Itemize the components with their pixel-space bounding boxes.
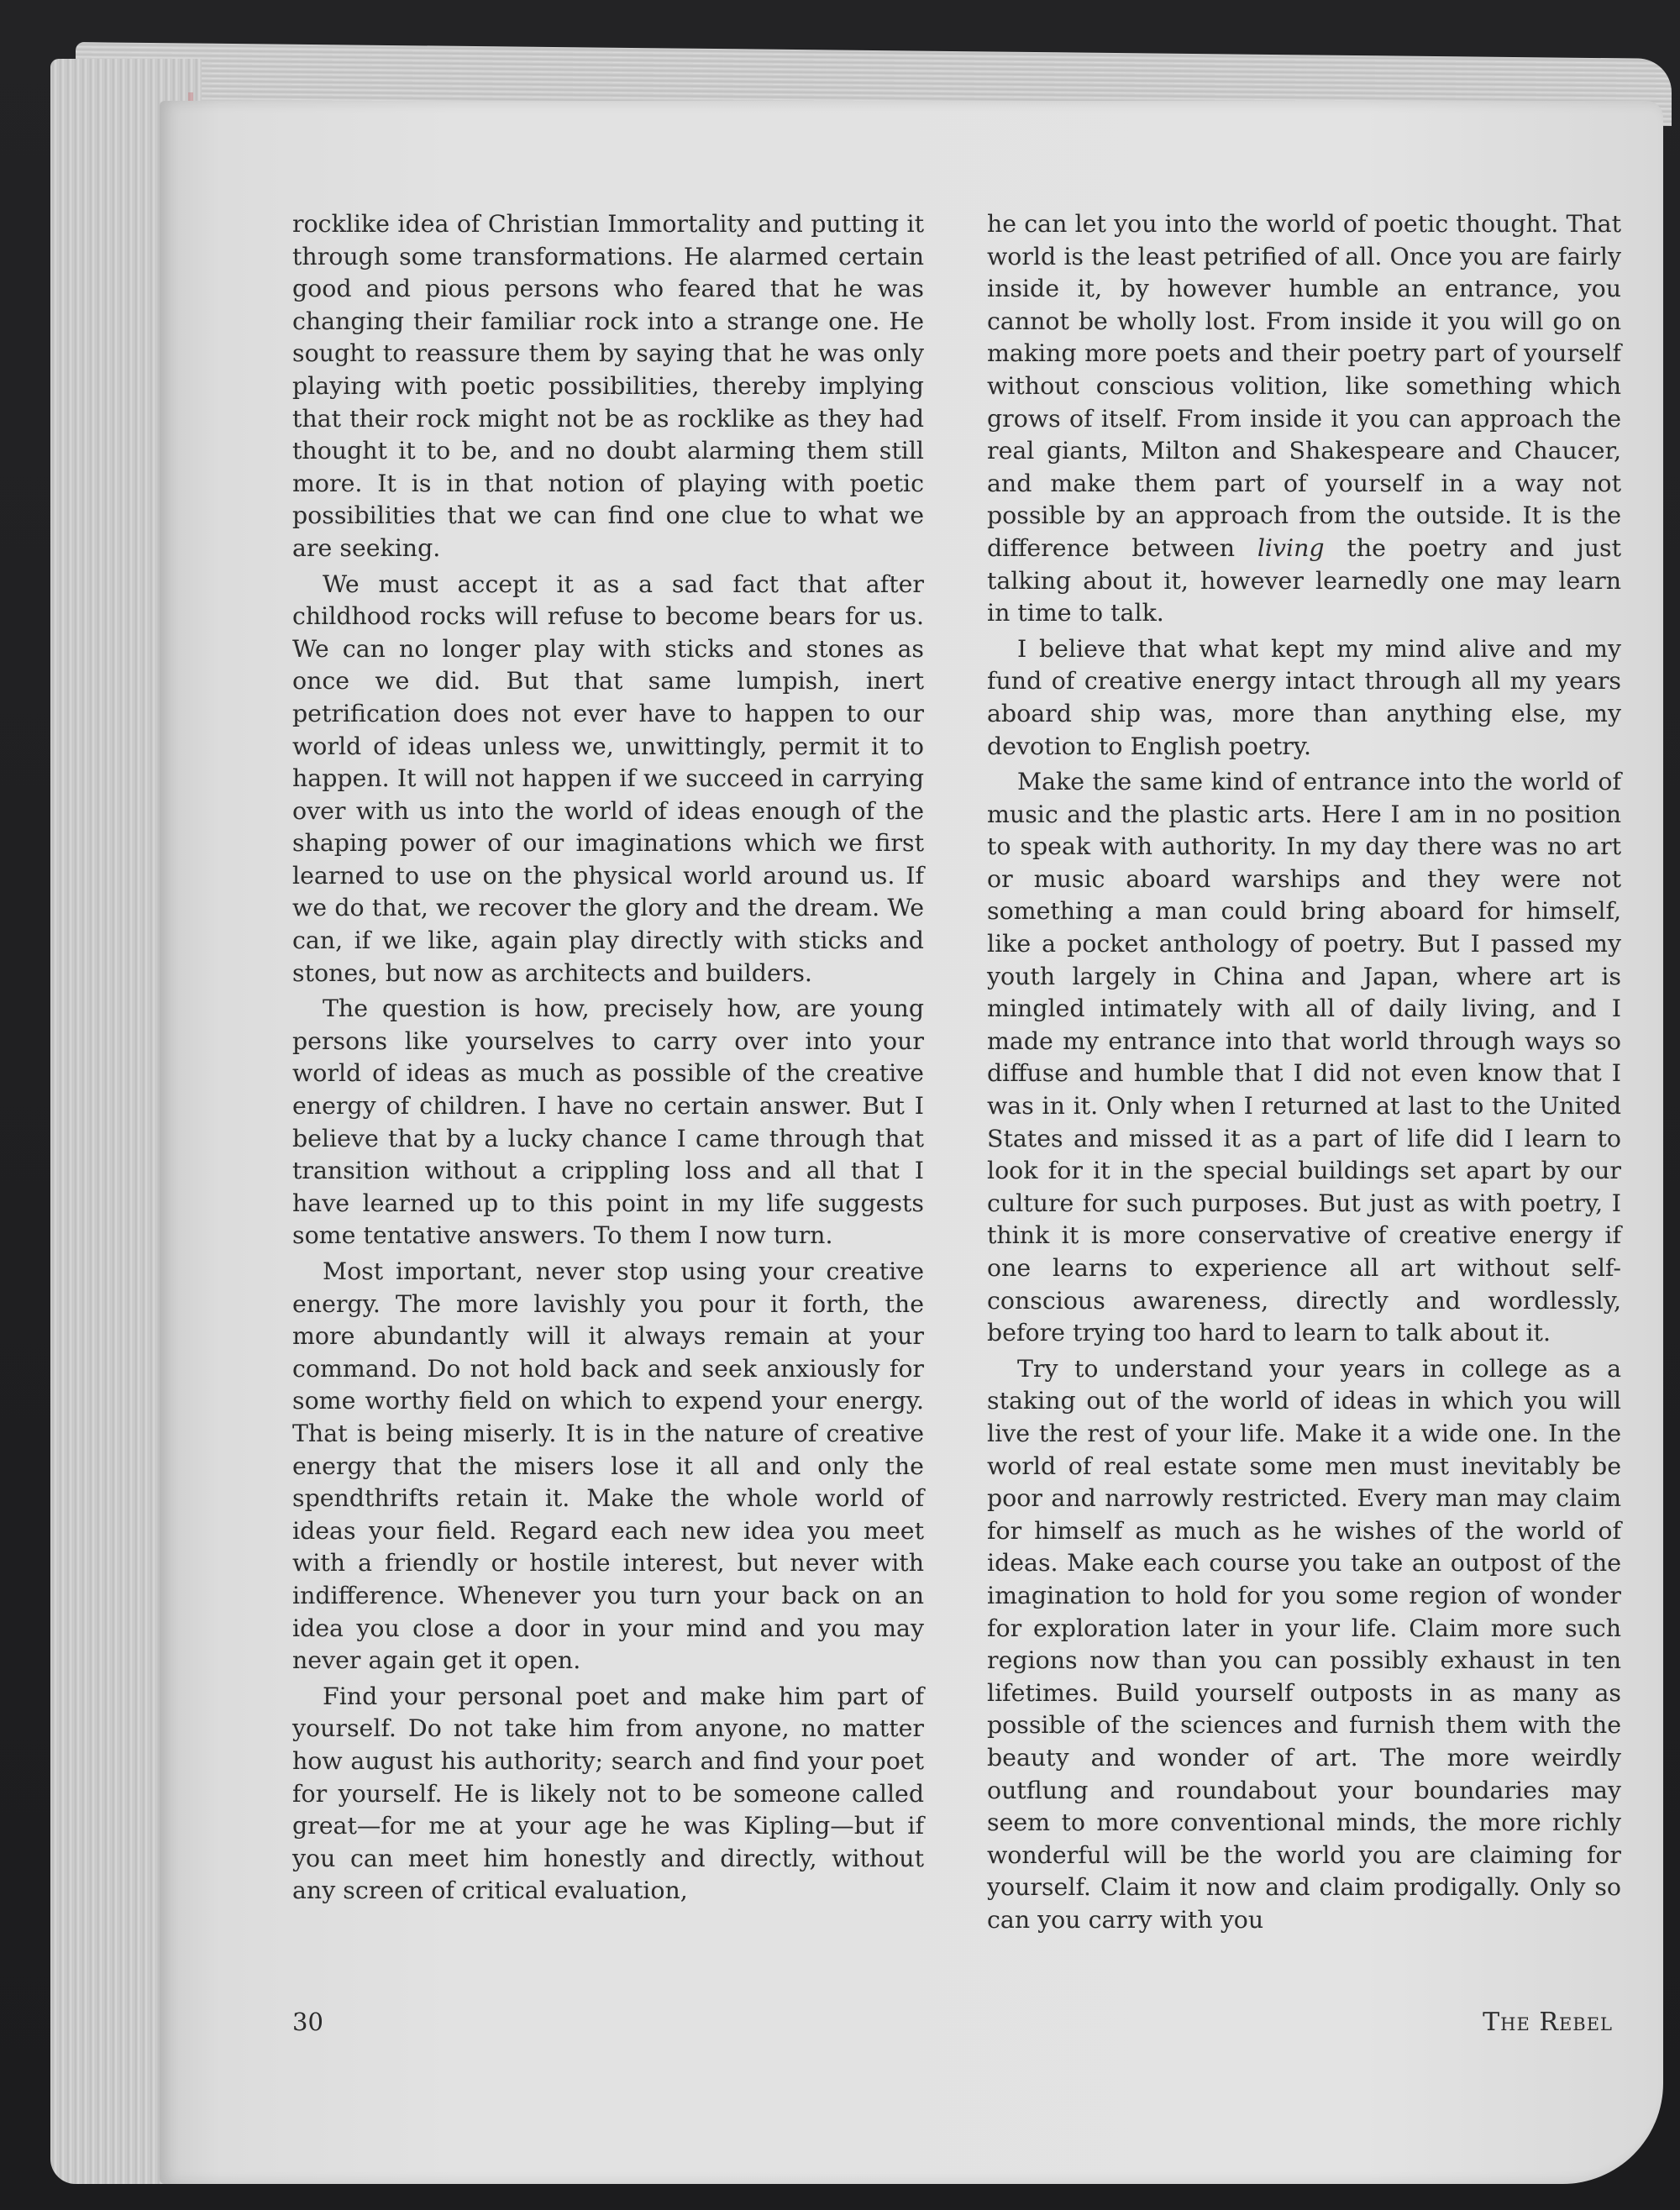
paragraph: We must accept it as a sad fact that after childhood rocks will refuse to become bears for us. We can no longer play with sticks and stones as once we did. But that same lumpish, inert petrification does not ever have to happen to our world of ideas unless we, unwittingly, permit it to happen. It will not happen if we succeed in carrying over with us into the world of ideas enough of the shaping power of our imaginations which we first learned to use on the physical world around us. If we do that, we recover the glory and the dream. We can, if we like, again play directly with sticks and stones, but now as architects and builders. <box>292 570 924 987</box>
right-column <box>987 208 1621 1940</box>
left-column <box>292 208 924 1911</box>
running-footer-title: The Rebel <box>1483 2008 1613 2037</box>
paragraph: I believe that what kept my mind alive and my fund of creative energy intact through all my years aboard ship was, more than anything else, my devotion to English poetry. <box>987 634 1621 760</box>
paragraph: rocklike idea of Christian Immortality and putting it through some transformations. He alarmed certain good and pious persons who feared that he was changing their familiar rock into a strange one. He sought to reassure them by saying that he was only playing with poetic possibilities, thereby implying that their rock might not be as rocklike as they had thought it to be, and no doubt alarming them still more. It is in that notion of playing with poetic possibilities that we can find one clue to what we are seeking. <box>292 210 924 562</box>
page-number: 30 <box>292 2008 323 2036</box>
text-run: he can let you into the world of poetic thought. That world is the least petrified of all. Once you are fairly inside it, by however humble an entrance, you cannot be wholly lost. From inside it you will go on making more poets and their poetry part of yourself without conscious volition, like something which grows of itself. From inside it you can approach the real giants, Milton and Shakespeare and Chaucer, and make them part of yourself in a way not possible by an approach from the outside. It is the difference between <box>987 210 1621 562</box>
paragraph: Try to understand your years in college as a staking out of the world of ideas in which you will live the rest of your life. Make it a wide one. In the world of real estate some men must inevitably be poor and narrowly restricted. Every man may claim for himself as much as he wishes of the world of ideas. Make each course you take an outpost of the imagination to hold for you some region of wonder for exploration later in your life. Claim more such regions now than you can possibly exhaust in ten lifetimes. Build yourself outposts in as many as possible of the sciences and furnish them with the beauty and wonder of art. The more weirdly outflung and roundabout your boundaries may seem to more conventional minds, the more richly wonderful will be the world you are claiming for yourself. Claim it now and claim prodigally. Only so can you carry with you <box>987 1354 1621 1934</box>
paragraph: Most important, never stop using your creative energy. The more lavishly you pour it forth, the more abundantly will it always remain at your command. Do not hold back and seek anxiously for some worthy field on which to expend your energy. That is being miserly. It is in the nature of creative energy that the misers lose it all and only the spendthrifts retain it. Make the whole world of ideas your field. Regard each new idea you meet with a friendly or hostile interest, but never with indifference. Whenever you turn your back on an idea you close a door in your mind and you may never again get it open. <box>292 1257 924 1675</box>
paragraph: Make the same kind of entrance into the world of music and the plastic arts. Here I am in no position to speak with authority. In my day there was no art or music aboard warships and they were not something a man could bring aboard for himself, like a pocket anthology of poetry. But I passed my youth largely in China and Japan, where art is mingled intimately with all of daily living, and I made my entrance into that world through ways so diffuse and humble that I did not even know that I was in it. Only when I returned at last to the United States and missed it as a part of life did I learn to look for it in the special buildings set apart by our culture for such purposes. But just as with poetry, I think it is more conservative of creative energy if one learns to experience all art without self-conscious awareness, directly and wordlessly, before trying too hard to learn to talk about it. <box>987 768 1621 1347</box>
text-run: the poetry and just talking about it, however learnedly one may learn in time to talk. <box>987 533 1621 627</box>
paragraph: The question is how, precisely how, are young persons like yourselves to carry over into your world of ideas as much as possible of the creative energy of children. I have no certain answer. But I believe that by a lucky chance I came through that transition without a crippling loss and all that I have learned up to this point in my life suggests some tentative answers. To them I now turn. <box>292 995 924 1250</box>
paragraph: Find your personal poet and make him part of yourself. Do not take him from anyone, no matter how august his authority; search and find your poet for yourself. He is likely not to be someone called great—for me at your age he was Kipling—but if you can meet him honestly and directly, without any screen of critical evaluation, <box>292 1682 924 1905</box>
book-page <box>160 101 1663 2184</box>
emphasis-living: living <box>1257 533 1325 562</box>
paragraph <box>987 208 1621 630</box>
